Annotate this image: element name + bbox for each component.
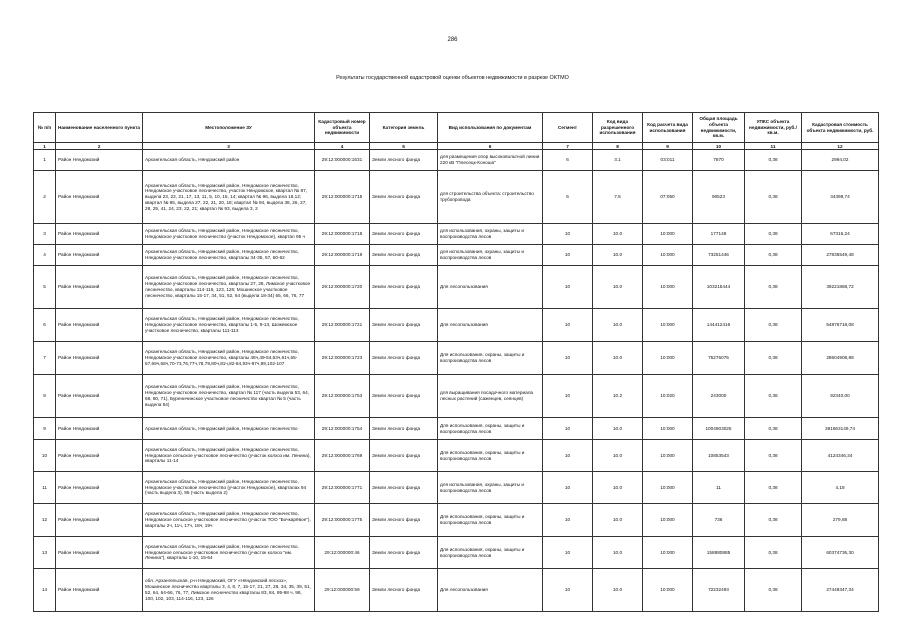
table-row	[34, 504, 879, 537]
cell-place: Район Няндомский	[56, 504, 143, 537]
column-header: Код расчета вида использования	[643, 113, 693, 143]
cell-place: Район Няндомский	[56, 245, 143, 266]
cell-loc: Архангельская область, Няндомский район, Няндомское лесничество, Няндомское участковое лесничество, кварталы 27, 28, Лимское участковое лесничество, кварталы 114-116, 123, 126; Мошинское участковое лесничество, кварталы 15-17, 34, 51, 52, 64 (выдела 18-34) 65, 66, 76, 77	[143, 266, 315, 309]
table-row	[34, 309, 879, 342]
cell-code: 7.5	[593, 171, 643, 224]
column-header: Местоположение ЗУ	[143, 113, 315, 143]
cell-cad: 29:12:000000:1631	[315, 150, 370, 171]
column-header: Категория земель	[370, 113, 438, 143]
cell-code: 10.0	[593, 569, 643, 612]
cell-code: 3.1	[593, 150, 643, 171]
column-number: 2	[56, 143, 143, 150]
cell-seg: 10	[543, 504, 593, 537]
cell-cat: Земли лесного фонда	[370, 342, 438, 375]
cell-cat: Земли лесного фонда	[370, 537, 438, 569]
cell-n: 11	[34, 472, 56, 504]
cell-cat: Земли лесного фонда	[370, 418, 438, 440]
cell-seg: 10	[543, 309, 593, 342]
column-number: 12	[802, 143, 879, 150]
cell-calc: 10:000	[643, 309, 693, 342]
cell-calc: 10:000	[643, 342, 693, 375]
cell-cost: 28604908,88	[802, 342, 879, 375]
cell-seg: 10	[543, 537, 593, 569]
document-title: Результаты государственной кадастровой оценки объектов недвижимости в разрезе ОКТМО	[336, 75, 569, 81]
cell-upks: 0,38	[745, 342, 802, 375]
column-number: 11	[745, 143, 802, 150]
cell-use: Для использования, охраны, защиты и воспроизводства лесов	[438, 537, 543, 569]
table-row	[34, 472, 879, 504]
cell-cad: 29:12:000000:1753	[315, 375, 370, 418]
cell-n: 8	[34, 375, 56, 418]
cell-area: 1004903025	[693, 418, 745, 440]
cell-loc: Архангельская область, Няндомский район	[143, 150, 315, 171]
column-header: Наименование населенного пункта	[56, 113, 143, 143]
cell-use: для использования, охраны, защиты и воспроизводства лесов	[438, 472, 543, 504]
cell-code: 10.0	[593, 342, 643, 375]
cell-area: 10853543	[693, 440, 745, 472]
cell-calc: 10:000	[643, 537, 693, 569]
cell-cat: Земли лесного фонда	[370, 375, 438, 418]
cell-loc: обл. Архангельская, р-н Няндомский, ОГУ «Няндомский лесхоз», Мошинское лесничество кварталы 3, 4, 8, 7, 15-17, 21, 27, 28, 34, 35, 39, 51, 52, 64, 64-66, 76, 77, Лимское лесничество кварталы 83, 84, 95-98 ч, 98, 100, 102, 103, 114-116, 123, 126	[143, 569, 315, 612]
cell-seg: 6	[543, 171, 593, 224]
cell-place: Район Няндомский	[56, 440, 143, 472]
table-row	[34, 150, 879, 171]
cell-calc: 10:000	[643, 472, 693, 504]
cell-code: 10.0	[593, 245, 643, 266]
cell-area: 736	[693, 504, 745, 537]
cell-calc: 10:000	[643, 418, 693, 440]
cell-code: 10.0	[593, 266, 643, 309]
column-number: 10	[693, 143, 745, 150]
cell-calc: 10:000	[643, 504, 693, 537]
cell-cost: 2994,02	[802, 150, 879, 171]
cell-cost: 34398,74	[802, 171, 879, 224]
cell-use: для размещения опор высоковольтной линии 220 кВ "Плесецк-Коноша"	[438, 150, 543, 171]
cell-n: 12	[34, 504, 56, 537]
cell-cat: Земли лесного фонда	[370, 245, 438, 266]
table-row	[34, 245, 879, 266]
cell-loc: Архангельская область, Няндомский район, Няндомское лесничество, Няндомское участковое лесничество, участок Няндомское, квартал № 87, выдела 23, 22, 21, 17, 13, 11, 5, 10, 15, 14; квартал № 96, выдела 18,12; квартал № 95, выдела 27, 22, 21, 20, 18; квартал № 94, выдела 38, 26, 27, 28, 25, 41, 24, 23, 22, 21; квартал № 93, выдела 3, 2	[143, 171, 315, 224]
cell-cat: Земли лесного фонда	[370, 472, 438, 504]
cell-place: Район Няндомский	[56, 569, 143, 612]
cell-loc: Архангельская область, Няндомский район, Няндомское лесничество, Няндомское участковое лесничество, квартал № 117 (часть выдела 53, 64, 68, 80, 71), Буреничинское участковое лесничество квартал № 5 (часть выдела 54)	[143, 375, 315, 418]
cell-calc: 10:020	[643, 375, 693, 418]
cell-cost: 92340,00	[802, 375, 879, 418]
page-number: 286	[447, 37, 458, 43]
cell-use: Для использования, охраны, защиты и воспроизводства лесов	[438, 504, 543, 537]
table-row	[34, 537, 879, 569]
cell-cat: Земли лесного фонда	[370, 569, 438, 612]
cell-upks: 0,38	[745, 537, 802, 569]
cell-n: 10	[34, 440, 56, 472]
cell-cost: 279,68	[802, 504, 879, 537]
cell-use: Для использования, охраны, защиты и воспроизводства лесов	[438, 440, 543, 472]
cell-n: 4	[34, 245, 56, 266]
cell-use: Для лесопользования	[438, 266, 543, 309]
cell-code: 10.0	[593, 537, 643, 569]
cell-place: Район Няндомский	[56, 309, 143, 342]
cell-cad: 29:12:000000:46	[315, 537, 370, 569]
cell-place: Район Няндомский	[56, 171, 143, 224]
column-number: 6	[438, 143, 543, 150]
cell-cost: 27448347,34	[802, 569, 879, 612]
cell-cat: Земли лесного фонда	[370, 224, 438, 245]
cell-loc: Архангельская область, Няндомский район, Няндомское лесничество, Няндомское участковое лесничество, кварталы 1-5, 9-13, Шожемское участковое лесничество, кварталы 111-113	[143, 309, 315, 342]
cell-place: Район Няндомский	[56, 150, 143, 171]
cell-cost: 67316,24	[802, 224, 879, 245]
cell-cad: 29:12:000000:1769	[315, 440, 370, 472]
cell-seg: 10	[543, 569, 593, 612]
cell-cost: 27835549,48	[802, 245, 879, 266]
cell-code: 10.0	[593, 418, 643, 440]
cell-loc: Архангельская область, Няндомский район, Няндомское лесничество, Няндомское участковое лесничество (участок Няндомское), кварталах 94 (часть выдела 3), 95 (часть выдела 2)	[143, 472, 315, 504]
cell-area: 7870	[693, 150, 745, 171]
cell-place: Район Няндомский	[56, 537, 143, 569]
cell-cost: 4,18	[802, 472, 879, 504]
cell-calc: 10:000	[643, 440, 693, 472]
cell-use: Для использования, охраны, защиты и воспроизводства лесов	[438, 418, 543, 440]
cell-cat: Земли лесного фонда	[370, 171, 438, 224]
cell-use: для строительства объекта: строительство трубопровода	[438, 171, 543, 224]
cell-cad: 29:12:000000:1715	[315, 171, 370, 224]
cell-place: Район Няндомский	[56, 418, 143, 440]
column-header: Кадастровая стоимость объекта недвижимости, руб.	[802, 113, 879, 143]
column-number: 8	[593, 143, 643, 150]
cell-loc: Архангельская область, Няндомский район, Няндомское лесничество	[143, 418, 315, 440]
column-number: 1	[34, 143, 56, 150]
column-number-row	[34, 143, 879, 150]
cell-loc: Архангельская область, Няндомский район, Няндомское лесничество, Няндомское участковое лесничество, кварталы 34-35, 57, 60-62	[143, 245, 315, 266]
column-number: 5	[370, 143, 438, 150]
cell-seg: 10	[543, 440, 593, 472]
cell-area: 243000	[693, 375, 745, 418]
table-row	[34, 375, 879, 418]
cell-cad: 29:12:000000:1720	[315, 266, 370, 309]
cell-cat: Земли лесного фонда	[370, 504, 438, 537]
table-row	[34, 224, 879, 245]
cell-calc: 10:000	[643, 266, 693, 309]
cell-use: Для лесопользования	[438, 569, 543, 612]
cell-calc: 10:000	[643, 245, 693, 266]
cell-upks: 0,38	[745, 418, 802, 440]
header-row	[34, 113, 879, 143]
cell-code: 10.0	[593, 440, 643, 472]
cell-seg: 10	[543, 224, 593, 245]
cell-seg: 10	[543, 472, 593, 504]
cell-cost: 39221868,72	[802, 266, 879, 309]
cell-upks: 0,38	[745, 504, 802, 537]
cell-loc: Архангельская область, Няндомский район, Няндомское лесничество, Няндомское сельское участковое лесничество (участок колхоз им. Ленина), кварталы 11-14	[143, 440, 315, 472]
table-row	[34, 440, 879, 472]
cell-seg: 10	[543, 342, 593, 375]
cell-use: для использования, охраны, защиты и воспроизводства лесов	[438, 224, 543, 245]
cell-n: 7	[34, 342, 56, 375]
cell-n: 1	[34, 150, 56, 171]
cell-n: 3	[34, 224, 56, 245]
cell-cad: 29:12:000000:1771	[315, 472, 370, 504]
cell-calc: 10:000	[643, 224, 693, 245]
cell-cad: 29:12:000000:1775	[315, 504, 370, 537]
column-header: Вид использования по документам	[438, 113, 543, 143]
cell-cad: 29:12:000000:1719	[315, 245, 370, 266]
cell-area: 177148	[693, 224, 745, 245]
column-header: Общая площадь объекта недвижимости, кв.м.	[693, 113, 745, 143]
cell-place: Район Няндомский	[56, 266, 143, 309]
table-row	[34, 171, 879, 224]
cell-area: 11	[693, 472, 745, 504]
cell-cat: Земли лесного фонда	[370, 150, 438, 171]
cell-loc: Архангельская область, Няндомский район, Няндомское лесничество, Няндомское сельское участковое лесничество (участок колхоз "им. Ленина"), кварталы 1-10, 15-64	[143, 537, 315, 569]
cell-n: 14	[34, 569, 56, 612]
cell-upks: 0,38	[745, 266, 802, 309]
cell-use: для использования, охраны, защиты и воспроизводства лесов	[438, 245, 543, 266]
cell-loc: Архангельская область, Няндомский район, Няндомское лесничество, Няндомское сельское участковое лесничество (участок ТОО "Бочкарёвое"), кварталы 2ч, 11ч, 17ч, 18ч, 19ч	[143, 504, 315, 537]
cell-loc: Архангельская область, Няндомский район, Няндомское лесничество, Няндомское участковое лесничество, кварталы 48ч,49-54,63ч,61ч,65-67,69ч,68ч,70-73,76,77ч,78,79,80ч,81ч,82-84,93ч-97ч,99,102-107	[143, 342, 315, 375]
cell-area: 75276076	[693, 342, 745, 375]
cell-use: Для лесопользования	[438, 309, 543, 342]
cell-calc: 07:050	[643, 171, 693, 224]
cell-cat: Земли лесного фонда	[370, 266, 438, 309]
cell-area: 158880885	[693, 537, 745, 569]
cell-cat: Земли лесного фонда	[370, 440, 438, 472]
column-number: 4	[315, 143, 370, 150]
column-header: № п/п	[34, 113, 56, 143]
cell-area: 144412416	[693, 309, 745, 342]
cell-place: Район Няндомский	[56, 472, 143, 504]
cell-code: 10.0	[593, 472, 643, 504]
cell-n: 2	[34, 171, 56, 224]
cell-place: Район Няндомский	[56, 224, 143, 245]
column-number: 7	[543, 143, 593, 150]
cell-calc: 03:011	[643, 150, 693, 171]
table-body	[34, 150, 879, 612]
cell-cad: 29:12:000000:1723	[315, 342, 370, 375]
cell-n: 5	[34, 266, 56, 309]
cell-upks: 0,38	[745, 224, 802, 245]
cell-seg: 10	[543, 418, 593, 440]
column-header: Код вида разрешенного использования	[593, 113, 643, 143]
cell-code: 10.2	[593, 375, 643, 418]
column-number: 3	[143, 143, 315, 150]
cell-seg: 6	[543, 150, 593, 171]
cell-calc: 10:000	[643, 569, 693, 612]
column-header: Кадастровый номер объекта недвижимости	[315, 113, 370, 143]
cell-upks: 0,38	[745, 569, 802, 612]
cell-seg: 10	[543, 266, 593, 309]
cell-n: 9	[34, 418, 56, 440]
table-row	[34, 342, 879, 375]
cell-area: 72232493	[693, 569, 745, 612]
valuation-table	[33, 112, 879, 612]
cell-upks: 0,38	[745, 245, 802, 266]
table-row	[34, 418, 879, 440]
cell-cost: 381863149,74	[802, 418, 879, 440]
column-header: УПКС объекта недвижимости, руб./кв.м.	[745, 113, 802, 143]
cell-n: 6	[34, 309, 56, 342]
cell-cost: 60374736,30	[802, 537, 879, 569]
cell-upks: 0,38	[745, 150, 802, 171]
cell-upks: 0,38	[745, 171, 802, 224]
cell-area: 103215444	[693, 266, 745, 309]
cell-cat: Земли лесного фонда	[370, 309, 438, 342]
column-number: 9	[643, 143, 693, 150]
table-row	[34, 569, 879, 612]
cell-upks: 0,38	[745, 440, 802, 472]
cell-upks: 0,38	[745, 375, 802, 418]
cell-code: 10.0	[593, 224, 643, 245]
cell-code: 10.0	[593, 504, 643, 537]
cell-cost: 54876718,08	[802, 309, 879, 342]
cell-area: 73251446	[693, 245, 745, 266]
cell-place: Район Няндомский	[56, 375, 143, 418]
cell-cad: 29:12:000000:1754	[315, 418, 370, 440]
cell-cad: 29:12:000000:59	[315, 569, 370, 612]
cell-use: для выращивания посадочного материала лесных растений (саженцев, сеянцев)	[438, 375, 543, 418]
cell-upks: 0,38	[745, 472, 802, 504]
cell-cad: 29:12:000000:1721	[315, 309, 370, 342]
cell-place: Район Няндомский	[56, 342, 143, 375]
cell-area: 90523	[693, 171, 745, 224]
cell-cad: 29:12:000000:1718	[315, 224, 370, 245]
cell-n: 13	[34, 537, 56, 569]
cell-seg: 10	[543, 245, 593, 266]
cell-upks: 0,38	[745, 309, 802, 342]
table-row	[34, 266, 879, 309]
cell-loc: Архангельская область, Няндомский район, Няндомское лесничество, Няндомское участковое лесничество (участок Няндомское), квартал 95 ч	[143, 224, 315, 245]
cell-cost: 4124346,34	[802, 440, 879, 472]
column-header: Сегмент	[543, 113, 593, 143]
cell-seg: 10	[543, 375, 593, 418]
cell-use: Для использования, охраны, защиты и воспроизводства лесов	[438, 342, 543, 375]
cell-code: 10.0	[593, 309, 643, 342]
